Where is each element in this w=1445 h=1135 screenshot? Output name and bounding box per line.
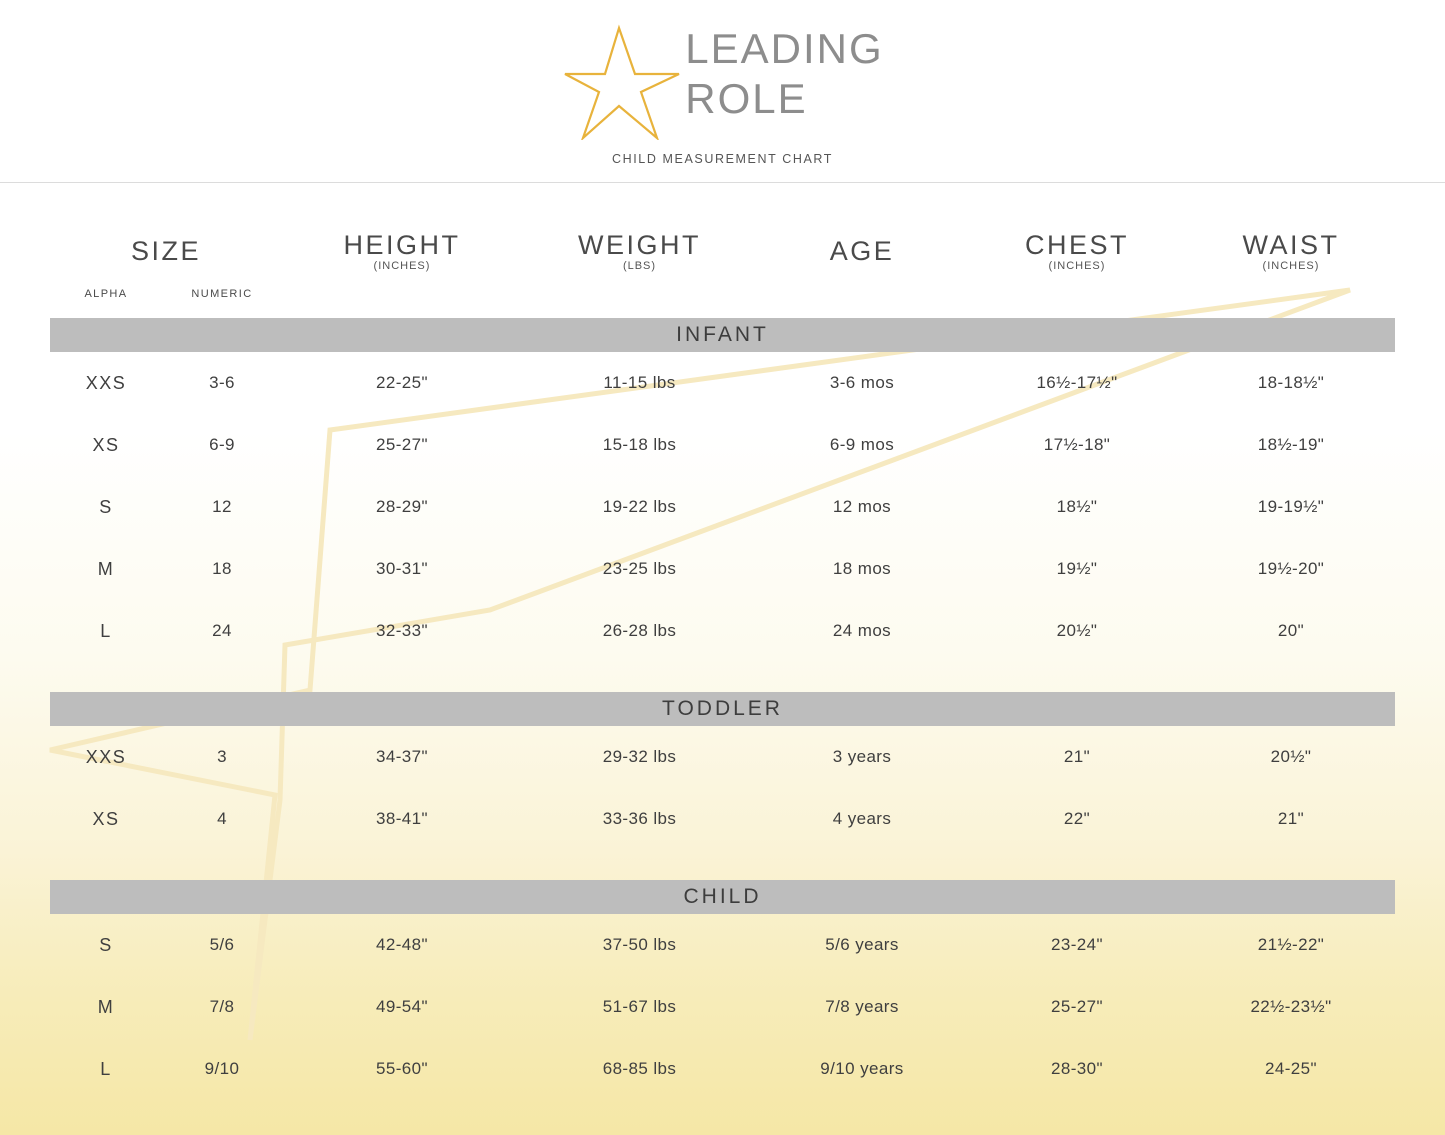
sub-header-numeric: NUMERIC [191,288,253,300]
section-header-toddler [50,692,1395,726]
cell-age: 18 mos [832,559,892,578]
group-header-chest: CHEST (INCHES) [1024,230,1129,272]
cell-waist: 18-18½" [1257,373,1325,392]
cell-waist: 22½-23½" [1250,997,1332,1016]
section-header-child [50,880,1395,914]
cell-age: 5/6 years [825,935,899,954]
cell-chest: 18½" [1056,497,1098,516]
table-row [50,976,1395,1038]
cell-numeric: 3-6 [209,373,235,392]
cell-waist: 21" [1277,809,1305,828]
cell-waist: 24-25" [1265,1059,1317,1078]
table-row [50,788,1395,850]
measurement-table [50,183,1395,1100]
row-spacer [50,850,1395,880]
table-row [50,352,1395,414]
cell-weight: 33-36 lbs [602,809,677,828]
cell-waist: 19½-20" [1257,559,1325,578]
section-title: CHILD [50,880,1395,914]
group-header-size: SIZE [130,235,201,266]
sub-header-blank-waist [1187,277,1395,318]
cell-age: 3 years [832,747,892,766]
cell-height: 49-54" [376,997,428,1016]
cell-alpha: XXS [85,746,127,767]
star-icon [561,20,681,140]
cell-numeric: 18 [212,559,232,578]
cell-height: 55-60" [376,1059,428,1078]
cell-chest: 21" [1063,747,1091,766]
group-header-height: HEIGHT (INCHES) [343,230,461,272]
section-title: TODDLER [50,692,1395,726]
cell-numeric: 4 [217,809,227,828]
cell-height: 30-31" [376,559,428,578]
cell-height: 28-29" [376,497,428,516]
cell-chest: 28-30" [1051,1059,1103,1078]
group-header-waist: WAIST (INCHES) [1242,230,1340,272]
row-spacer [50,662,1395,692]
cell-age: 4 years [832,809,892,828]
cell-height: 22-25" [376,373,428,392]
section-header-infant [50,318,1395,352]
page-header [0,0,1445,183]
cell-weight: 15-18 lbs [602,435,677,454]
cell-numeric: 7/8 [209,997,235,1016]
group-header-age: AGE [829,235,895,266]
table-row [50,414,1395,476]
table-row [50,600,1395,662]
measurement-table-wrapper [0,183,1445,1100]
cell-waist: 18½-19" [1257,435,1325,454]
sub-header-blank-height [282,277,522,318]
cell-waist: 21½-22" [1257,935,1325,954]
table-row [50,726,1395,788]
cell-weight: 11-15 lbs [603,373,676,392]
cell-alpha: XXS [85,372,127,393]
cell-height: 34-37" [376,747,428,766]
cell-chest: 22" [1063,809,1091,828]
group-header-row [50,183,1395,277]
cell-waist: 20" [1277,621,1305,640]
table-row [50,538,1395,600]
cell-numeric: 24 [212,621,232,640]
cell-numeric: 12 [212,497,232,516]
cell-waist: 19-19½" [1257,497,1325,516]
table-body [50,318,1395,1100]
cell-weight: 26-28 lbs [602,621,677,640]
cell-waist: 20½" [1270,747,1312,766]
cell-height: 38-41" [376,809,428,828]
cell-weight: 29-32 lbs [602,747,677,766]
cell-age: 7/8 years [825,997,899,1016]
cell-weight: 51-67 lbs [602,997,677,1016]
cell-height: 32-33" [376,621,428,640]
cell-chest: 23-24" [1051,935,1103,954]
sub-header-alpha: ALPHA [84,288,128,300]
cell-alpha: XS [92,808,120,829]
cell-alpha: XS [92,434,120,455]
group-header-weight: WEIGHT (LBS) [578,230,701,272]
table-row [50,476,1395,538]
brand-logo [0,18,1445,140]
section-title: INFANT [50,318,1395,352]
cell-alpha: M [97,558,115,579]
cell-alpha: L [100,620,112,641]
cell-height: 42-48" [376,935,428,954]
cell-chest: 20½" [1056,621,1098,640]
cell-alpha: L [100,1058,112,1079]
cell-alpha: M [97,996,115,1017]
cell-numeric: 6-9 [209,435,235,454]
cell-weight: 37-50 lbs [602,935,677,954]
cell-age: 12 mos [832,497,892,516]
table-row [50,914,1395,976]
page-title: CHILD MEASUREMENT CHART [611,152,834,166]
cell-chest: 25-27" [1051,997,1103,1016]
cell-age: 3-6 mos [829,373,895,392]
cell-weight: 19-22 lbs [602,497,677,516]
sub-header-row [50,277,1395,318]
cell-chest: 17½-18" [1043,435,1111,454]
cell-height: 25-27" [376,435,428,454]
cell-weight: 23-25 lbs [602,559,677,578]
table-head [50,183,1395,318]
cell-numeric: 5/6 [209,935,235,954]
cell-numeric: 9/10 [204,1059,240,1078]
cell-chest: 19½" [1056,559,1098,578]
cell-alpha: S [99,496,113,517]
cell-age: 6-9 mos [829,435,895,454]
cell-chest: 16½-17½" [1036,373,1118,392]
cell-age: 24 mos [832,621,892,640]
cell-alpha: S [99,934,113,955]
cell-weight: 68-85 lbs [602,1059,677,1078]
sub-header-blank-age [757,277,967,318]
brand-name-line2: ROLE [685,75,808,122]
cell-age: 9/10 years [820,1059,904,1078]
brand-name-line1: LEADING [685,25,884,72]
sub-header-blank-chest [967,277,1187,318]
cell-numeric: 3 [217,747,227,766]
sub-header-blank-weight [522,277,757,318]
table-row [50,1038,1395,1100]
